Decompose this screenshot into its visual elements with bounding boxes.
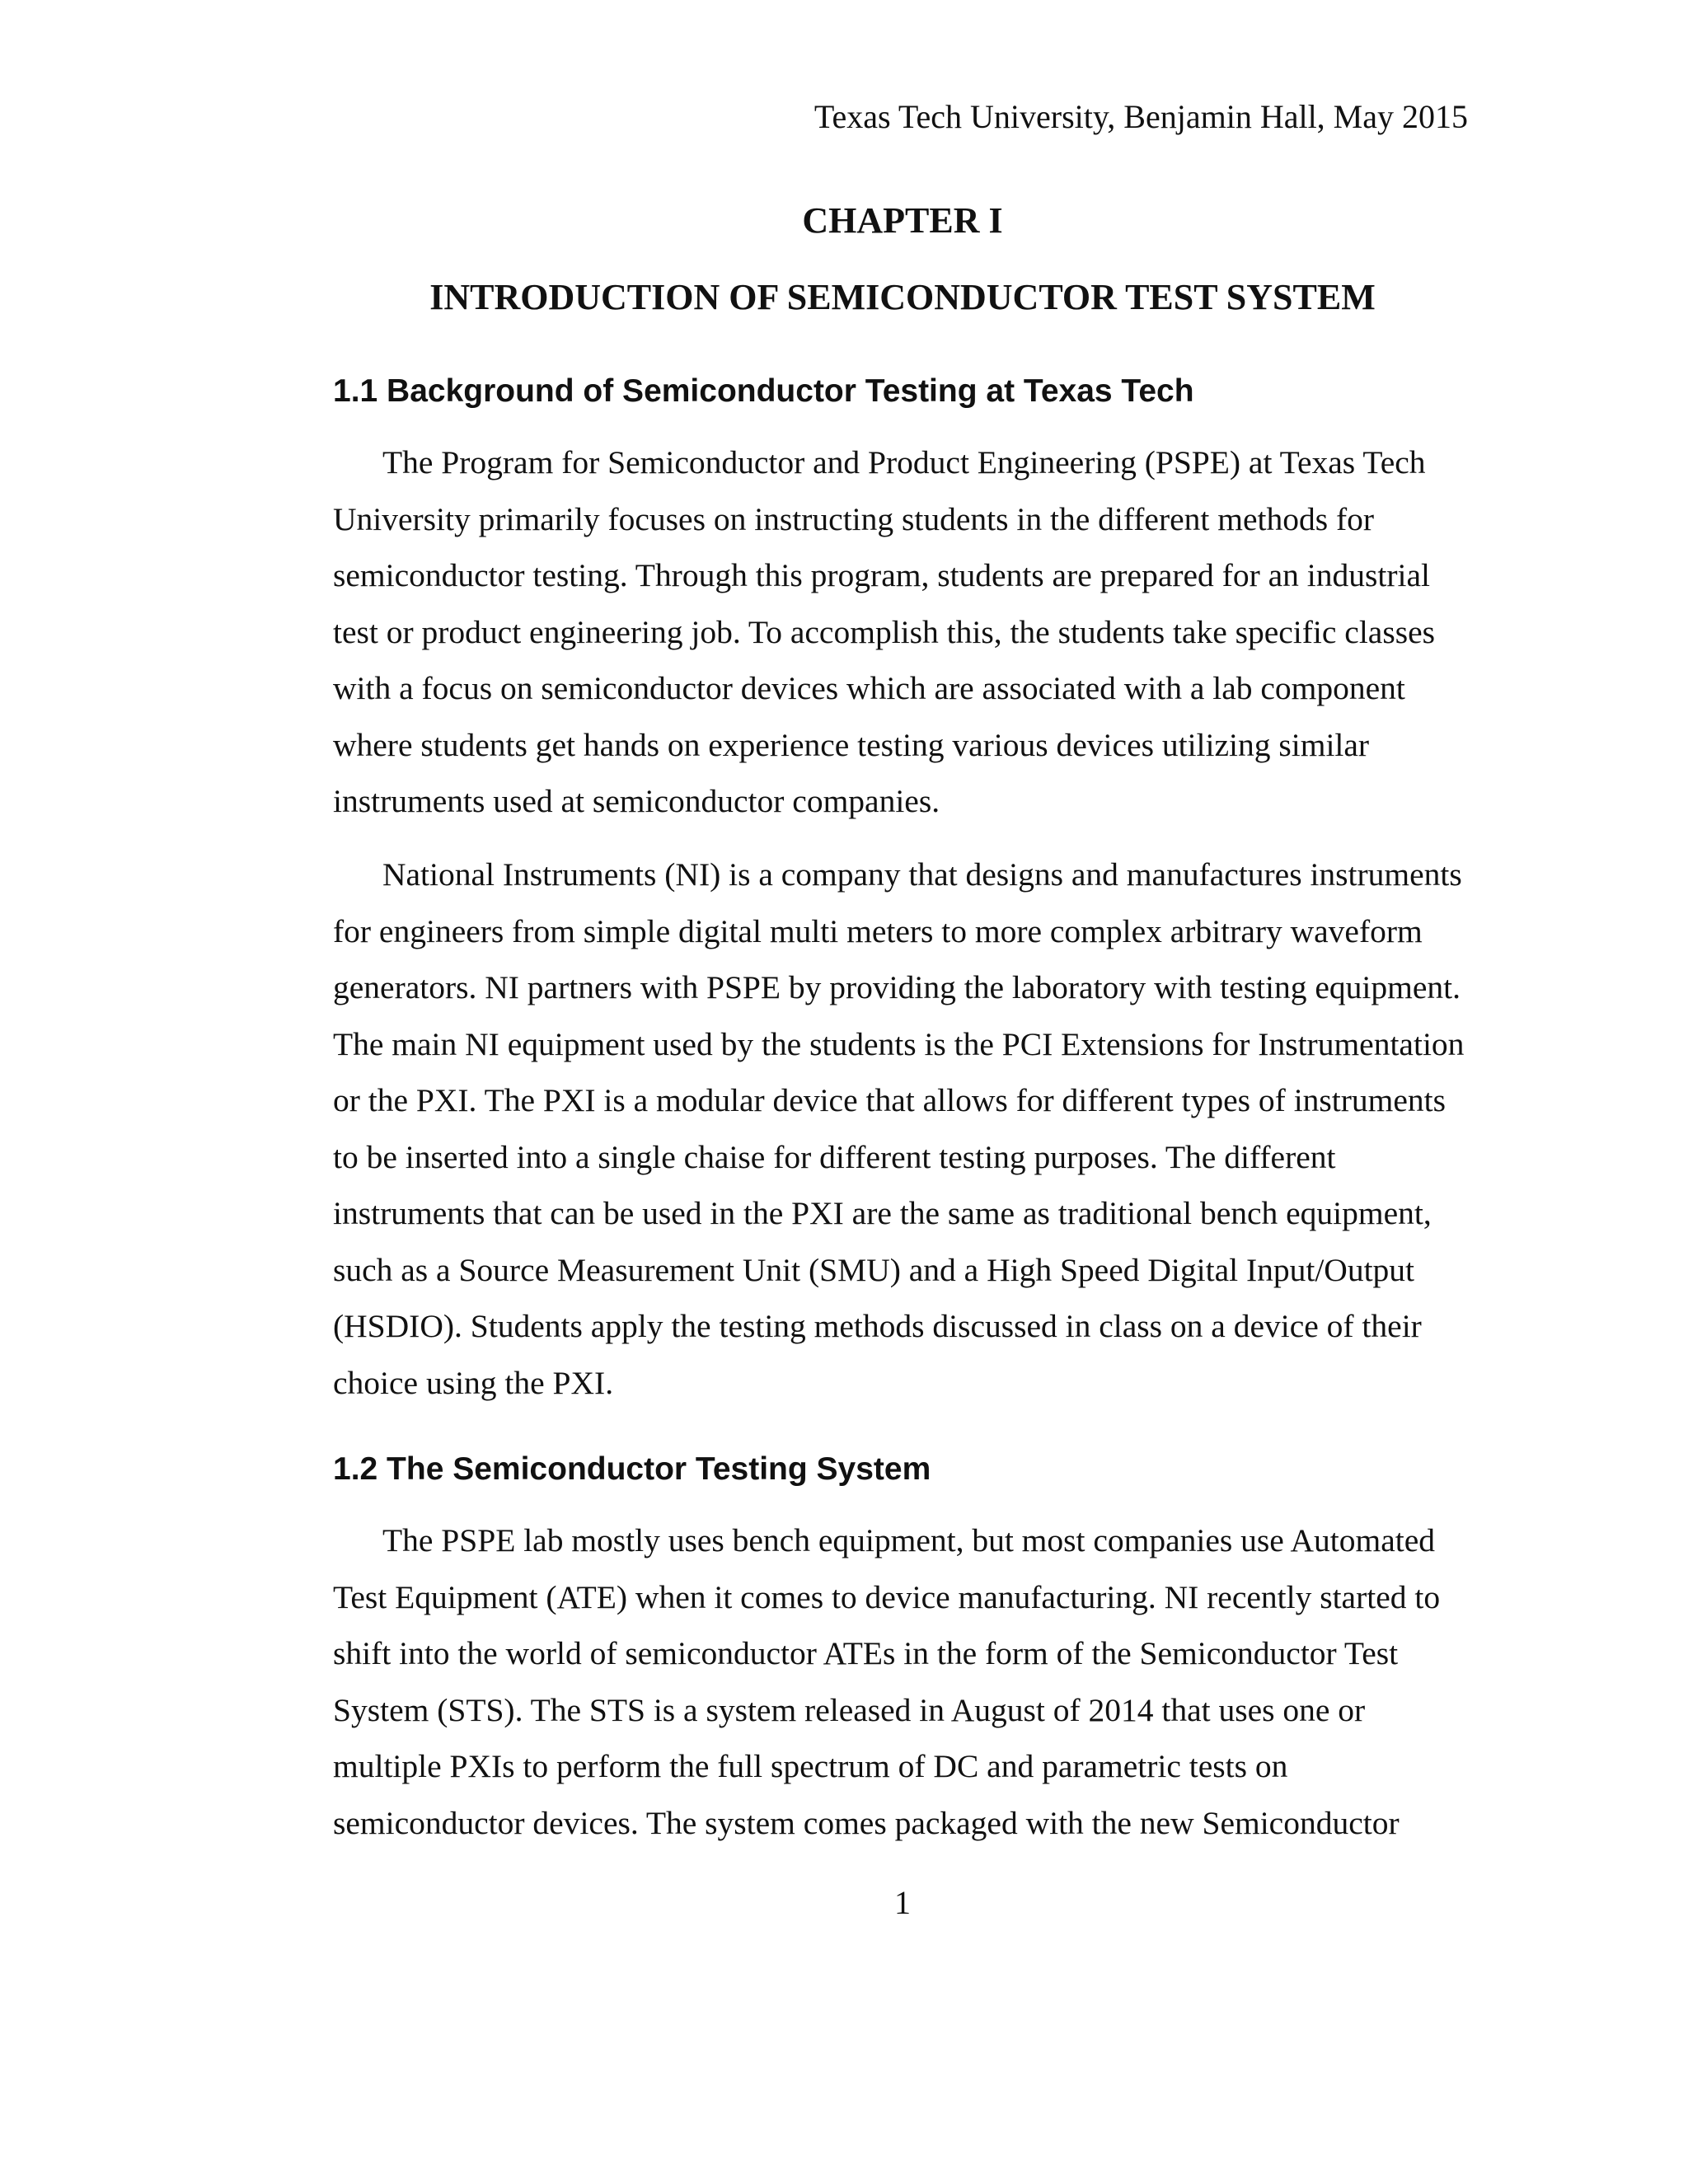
paragraph-line: or the PXI. The PXI is a modular device that allows for different types of instruments [333, 1082, 1447, 1118]
paragraph-line: Test Equipment (ATE) when it comes to device manufacturing. NI recently started to [333, 1578, 1441, 1615]
paragraph-line: for engineers from simple digital multi meters to more complex arbitrary waveform [333, 912, 1423, 949]
paragraph-line: instruments used at semiconductor companies. [333, 783, 940, 819]
paragraph-line: to be inserted into a single chaise for different testing purposes. The different [333, 1138, 1336, 1175]
paragraph-line: The PSPE lab mostly uses bench equipment, but most companies use Automated [382, 1522, 1436, 1558]
running-header: Texas Tech University, Benjamin Hall, May 2015 [814, 98, 1468, 135]
paragraph-line: The main NI equipment used by the students is the PCI Extensions for Instrumentation [333, 1025, 1465, 1062]
paragraph-line: test or product engineering job. To accomplish this, the students take specific classes [333, 613, 1435, 650]
paragraph-pspe-lab [333, 1512, 1470, 1851]
page-number: 1 [894, 1884, 911, 1921]
chapter-label: CHAPTER I [802, 200, 1003, 241]
paragraph-line: instruments that can be used in the PXI are the same as traditional bench equipment, [333, 1195, 1432, 1231]
paragraph-line: (HSDIO). Students apply the testing methods discussed in class on a device of their [333, 1308, 1422, 1344]
chapter-title: INTRODUCTION OF SEMICONDUCTOR TEST SYSTEM [429, 277, 1376, 317]
paragraph-line: shift into the world of semiconductor ATEs in the form of the Semiconductor Test [333, 1635, 1399, 1671]
section-heading-1-1: 1.1 Background of Semiconductor Testing at Texas Tech [333, 373, 1194, 409]
paragraph-line: multiple PXIs to perform the full spectrum of DC and parametric tests on [333, 1748, 1288, 1784]
paragraph-line: where students get hands on experience testing various devices utilizing similar [333, 726, 1370, 763]
paragraph-line: such as a Source Measurement Unit (SMU) and a High Speed Digital Input/Output [333, 1251, 1415, 1288]
paragraph-line: with a focus on semiconductor devices which are associated with a lab component [333, 670, 1405, 706]
paragraph-line: System (STS). The STS is a system released in August of 2014 that uses one or [333, 1691, 1366, 1728]
paragraph-line: semiconductor devices. The system comes packaged with the new Semiconductor [333, 1804, 1400, 1841]
paragraph-pspe-program [333, 434, 1470, 830]
paragraph-line: University primarily focuses on instructing students in the different methods for [333, 500, 1375, 537]
paragraph-line: National Instruments (NI) is a company that designs and manufactures instruments [382, 856, 1462, 893]
paragraph-line: choice using the PXI. [333, 1364, 614, 1401]
paragraph-line: generators. NI partners with PSPE by providing the laboratory with testing equipment. [333, 969, 1461, 1005]
paragraph-line: semiconductor testing. Through this program, students are prepared for an industrial [333, 557, 1430, 593]
paragraph-line: The Program for Semiconductor and Product Engineering (PSPE) at Texas Tech [382, 444, 1426, 480]
section-heading-1-2: 1.2 The Semiconductor Testing System [333, 1451, 931, 1487]
paragraph-national-instruments [333, 846, 1470, 1411]
